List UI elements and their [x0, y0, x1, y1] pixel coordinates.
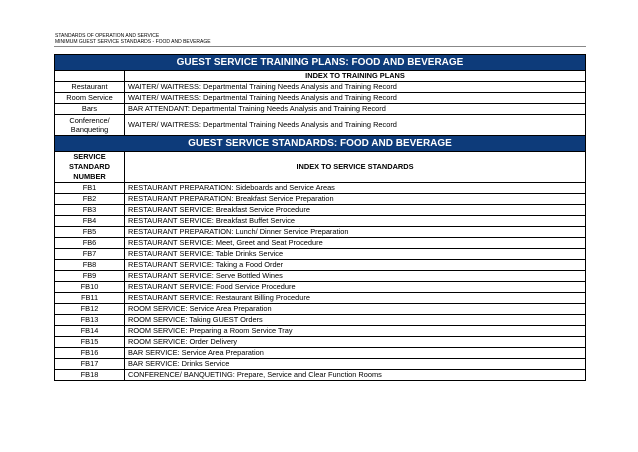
service-standard-code: FB15	[55, 337, 125, 348]
service-standard-description: RESTAURANT SERVICE: Food Service Procedure	[125, 282, 586, 293]
training-area: Room Service	[55, 93, 125, 104]
service-standard-code: FB3	[55, 205, 125, 216]
service-standard-description: RESTAURANT SERVICE: Breakfast Buffet Service	[125, 216, 586, 227]
service-standard-description: ROOM SERVICE: Preparing a Room Service Tray	[125, 326, 586, 337]
training-plan-row	[55, 104, 586, 115]
training-plans-title: GUEST SERVICE TRAINING PLANS: FOOD AND BEVERAGE	[55, 55, 586, 71]
service-standard-row	[55, 315, 586, 326]
service-standard-row	[55, 370, 586, 381]
training-area: Bars	[55, 104, 125, 115]
service-standard-code: FB8	[55, 260, 125, 271]
training-plan: WAITER/ WAITRESS: Departmental Training Needs Analysis and Training Record	[125, 115, 586, 136]
service-standard-row	[55, 238, 586, 249]
service-standard-code: FB4	[55, 216, 125, 227]
service-standard-code: FB13	[55, 315, 125, 326]
service-standard-code: FB12	[55, 304, 125, 315]
service-standard-number-header: SERVICE STANDARD NUMBER	[55, 152, 125, 183]
service-standard-description: RESTAURANT SERVICE: Breakfast Service Procedure	[125, 205, 586, 216]
service-standard-description: ROOM SERVICE: Service Area Preparation	[125, 304, 586, 315]
service-standard-description: ROOM SERVICE: Order Delivery	[125, 337, 586, 348]
service-standard-row	[55, 249, 586, 260]
training-area-header	[55, 71, 125, 82]
service-standard-code: FB1	[55, 183, 125, 194]
service-standard-code: FB2	[55, 194, 125, 205]
service-standard-code: FB11	[55, 293, 125, 304]
service-standard-row	[55, 271, 586, 282]
service-standard-code: FB17	[55, 359, 125, 370]
training-plan-row	[55, 115, 586, 136]
service-standard-code: FB5	[55, 227, 125, 238]
service-standard-code: FB16	[55, 348, 125, 359]
header-divider	[54, 46, 586, 47]
service-standard-code: FB9	[55, 271, 125, 282]
training-plans-index-header: INDEX TO TRAINING PLANS	[125, 71, 586, 82]
service-standard-description: RESTAURANT SERVICE: Meet, Greet and Seat Procedure	[125, 238, 586, 249]
service-standard-description: RESTAURANT PREPARATION: Lunch/ Dinner Service Preparation	[125, 227, 586, 238]
service-standards-index-header: INDEX TO SERVICE STANDARDS	[125, 152, 586, 183]
service-standard-row	[55, 227, 586, 238]
service-standard-description: CONFERENCE/ BANQUETING: Prepare, Service and Clear Function Rooms	[125, 370, 586, 381]
service-standards-title: GUEST SERVICE STANDARDS: FOOD AND BEVERAGE	[55, 136, 586, 152]
document-header-line-1: STANDARDS OF OPERATION AND SERVICE	[55, 33, 160, 39]
service-standard-code: FB18	[55, 370, 125, 381]
service-standard-code: FB7	[55, 249, 125, 260]
training-area: Conference/ Banqueting	[55, 115, 125, 136]
service-standard-description: RESTAURANT SERVICE: Restaurant Billing Procedure	[125, 293, 586, 304]
service-standard-row	[55, 183, 586, 194]
service-standard-row	[55, 205, 586, 216]
service-standard-code: FB6	[55, 238, 125, 249]
service-standard-description: BAR SERVICE: Drinks Service	[125, 359, 586, 370]
training-plan-row	[55, 93, 586, 104]
service-standard-row	[55, 337, 586, 348]
service-standard-row	[55, 304, 586, 315]
service-standard-description: RESTAURANT PREPARATION: Sideboards and Service Areas	[125, 183, 586, 194]
service-standard-row	[55, 194, 586, 205]
service-standard-description: RESTAURANT SERVICE: Taking a Food Order	[125, 260, 586, 271]
training-plan: WAITER/ WAITRESS: Departmental Training Needs Analysis and Training Record	[125, 82, 586, 93]
training-plan: WAITER/ WAITRESS: Departmental Training Needs Analysis and Training Record	[125, 93, 586, 104]
service-standard-description: RESTAURANT SERVICE: Table Drinks Service	[125, 249, 586, 260]
service-standard-row	[55, 260, 586, 271]
service-standard-row	[55, 359, 586, 370]
training-plan: BAR ATTENDANT: Departmental Training Needs Analysis and Training Record	[125, 104, 586, 115]
service-standard-description: BAR SERVICE: Service Area Preparation	[125, 348, 586, 359]
service-standard-row	[55, 216, 586, 227]
service-standard-description: RESTAURANT PREPARATION: Breakfast Service Preparation	[125, 194, 586, 205]
service-standard-code: FB10	[55, 282, 125, 293]
service-standard-description: ROOM SERVICE: Taking GUEST Orders	[125, 315, 586, 326]
service-standard-code: FB14	[55, 326, 125, 337]
food-beverage-index-table	[54, 54, 586, 381]
training-area: Restaurant	[55, 82, 125, 93]
service-standard-row	[55, 348, 586, 359]
service-standard-description: RESTAURANT SERVICE: Serve Bottled Wines	[125, 271, 586, 282]
service-standard-row	[55, 282, 586, 293]
document-header-line-2: MINIMUM GUEST SERVICE STANDARDS - FOOD AND BEVERAGE	[55, 39, 211, 45]
service-standard-row	[55, 293, 586, 304]
training-plan-row	[55, 82, 586, 93]
service-standard-row	[55, 326, 586, 337]
